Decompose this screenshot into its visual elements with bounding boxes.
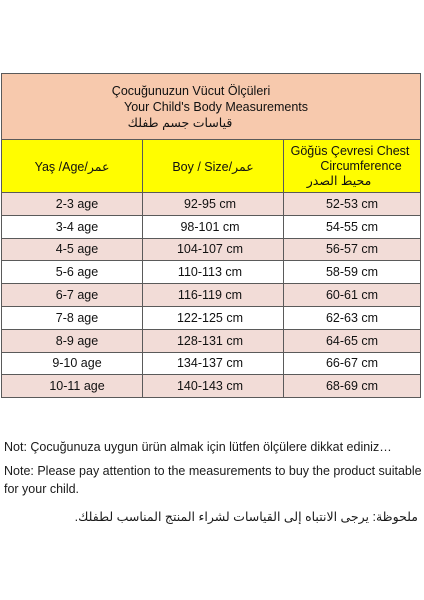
- table-row: [2, 193, 421, 216]
- cell-chest: 66-67 cm: [284, 352, 421, 375]
- cell-age: 4-5 age: [2, 238, 143, 261]
- cell-chest: 54-55 cm: [284, 215, 421, 238]
- table-row: [2, 306, 421, 329]
- cell-size: 122-125 cm: [143, 306, 284, 329]
- note-english: Note: Please pay attention to the measurements to buy the product suitable for your child.: [4, 464, 422, 496]
- header-chest: [284, 140, 421, 193]
- cell-age: 6-7 age: [2, 284, 143, 307]
- title-arabic: قياسات جسم طفلك: [127, 115, 233, 130]
- cell-size: 104-107 cm: [143, 238, 284, 261]
- title-turkish: Çocuğunuzun Vücut Ölçüleri: [111, 83, 271, 98]
- cell-age: 8-9 age: [2, 329, 143, 352]
- table-row: [2, 238, 421, 261]
- cell-size: 140-143 cm: [143, 375, 284, 398]
- cell-size: 116-119 cm: [143, 284, 284, 307]
- cell-age: 5-6 age: [2, 261, 143, 284]
- header-chest-line1: Göğüs Çevresi Chest: [290, 143, 410, 158]
- cell-age: 7-8 age: [2, 306, 143, 329]
- table-row: [2, 261, 421, 284]
- table-row: [2, 375, 421, 398]
- cell-chest: 58-59 cm: [284, 261, 421, 284]
- cell-chest: 56-57 cm: [284, 238, 421, 261]
- cell-age: 10-11 age: [2, 375, 143, 398]
- size-chart-table: [1, 73, 421, 398]
- cell-chest: 52-53 cm: [284, 193, 421, 216]
- cell-size: 98-101 cm: [143, 215, 284, 238]
- title-row: [2, 74, 421, 140]
- title-english: Your Child's Body Measurements: [124, 99, 308, 114]
- cell-size: 134-137 cm: [143, 352, 284, 375]
- table-row: [2, 284, 421, 307]
- cell-chest: 64-65 cm: [284, 329, 421, 352]
- table-row: [2, 352, 421, 375]
- cell-chest: 68-69 cm: [284, 375, 421, 398]
- cell-size: 128-131 cm: [143, 329, 284, 352]
- header-row: [2, 140, 421, 193]
- header-size: Boy / Size/عمر: [143, 140, 284, 193]
- table-title: [2, 74, 421, 140]
- cell-size: 110-113 cm: [143, 261, 284, 284]
- cell-age: 2-3 age: [2, 193, 143, 216]
- cell-chest: 60-61 cm: [284, 284, 421, 307]
- table-row: [2, 329, 421, 352]
- cell-chest: 62-63 cm: [284, 306, 421, 329]
- cell-age: 9-10 age: [2, 352, 143, 375]
- cell-size: 92-95 cm: [143, 193, 284, 216]
- note-arabic: ملحوظة: يرجى الانتباه إلى القياسات لشراء المنتج المناسب لطفلك.: [74, 510, 418, 524]
- header-age: Yaş /Age/عمر: [2, 140, 143, 193]
- cell-age: 3-4 age: [2, 215, 143, 238]
- note-turkish: Not: Çocuğunuza uygun ürün almak için lütfen ölçülere dikkat ediniz…: [4, 440, 392, 454]
- header-chest-line2: Circumference: [320, 158, 402, 173]
- header-chest-line3: محيط الصدر: [306, 173, 372, 188]
- table-row: [2, 215, 421, 238]
